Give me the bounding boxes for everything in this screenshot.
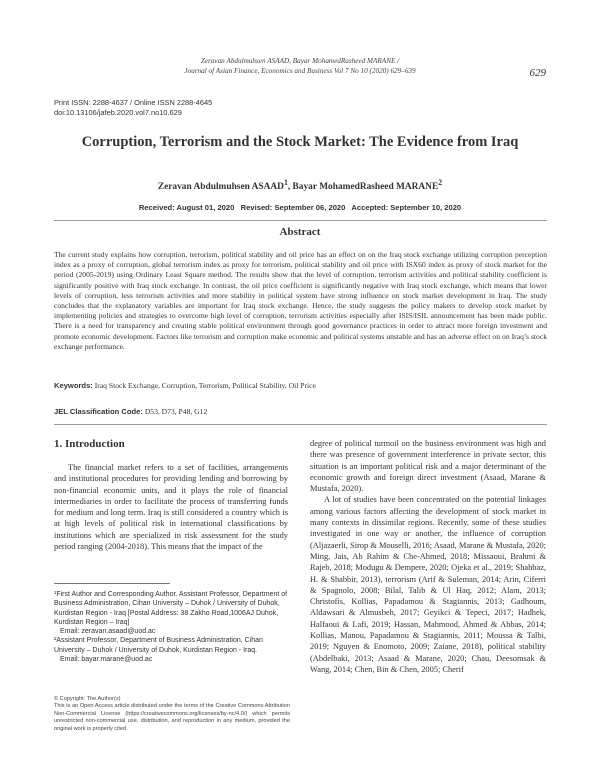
author-1: Zeravan Abdulmuhsen ASAAD xyxy=(157,182,284,193)
keywords-label: Keywords: xyxy=(54,381,93,390)
license-text: This is an Open Access article distributed under the terms of the Creative Commons Attribution Non-Commercial License (https://creativecommons.org/licenses/by-nc/4.0/) which permits unrestricted non-commercial use, distribution, and reproduction in any medium, provided the original work is properly cited. xyxy=(54,703,290,732)
running-head-authors: Zeravan Abdulmuhsen ASAAD, Bayar MohamedRasheed MARANE / xyxy=(200,57,400,65)
section-heading-introduction: 1. Introduction xyxy=(54,438,125,450)
copyright-line: © Copyright: The Author(s) xyxy=(54,696,121,702)
abstract-body: The current study explains how corruption, terrorism, political stability and oil price has an effect on on the Iraq stock exchange utilizing corruption perception index as a proxy of corruption, global terrorism index as proxy for terrorism, political stability and oil price with ISX60 index as proxy of stock market for the period (2005-2019) using Ordinary Least Square method. The results show that the level of corruption, terrorism activities and political stability coefficient is significantly positive with Iraq stock exchange. In contrast, the oil price coefficient is significantly negative with Iraq stock exchange, which means that lower levels of corruption, less terrorism activities and more stability in political system have strong influence on stock market development in Iraq. The study concludes that the explanatory variables are important for Iraq stock exchange. Hence, the study suggests the policy makers to develop stock market by implementing policies and strategies to overcome high level of corruption, terrorism activities especially after ISIS/ISIL announcement has been made public. There is a need for transparency and creating stable political environment through good governance practices in order to attract more foreign investment and promote economic development. Factors like terrorism and corruption make economic and political systems unstable and has an adverse effect on on Iraq’s stock exchange performance. xyxy=(54,250,547,351)
footnote-2-email: Email: bayar.marane@uod.ac xyxy=(60,656,153,664)
jel-codes: D53, D73, P48, G12 xyxy=(144,407,208,416)
author-line xyxy=(40,178,560,192)
intro-paragraph-2: A lot of studies have been concentrated on the potential linkages among various factors affecting the development of stock market in many contexts in dissimilar regions. Recently, some of these studies investigated in one way or another, the influence of corruption (Aljazaerli, Sirop & Mouselli, 2016; Asaad, Marane & Mustafa, 2020; Ming, Jais, Ab Rahim & Che-Ahmed, 2018; Missaoui, Brahmi & Rajeb, 2018; Modugu & Dempere, 2020; Ojeka et al., 2019; Shahbaz, H. & Shabbir, 2013), terrorism (Arif & Suleman, 2014; Arin, Ciferri & Spagnolo, 2008; Bilal, Talib & Ul Haq, 2012; Alam, 2013; Christofis, Kollias, Papadamou & Stagiannis, 2013; Gadhoum, Aldawsari & Almusbeh, 2017; Geyikci & Tepeci, 2017; Hadhek, Halfaoui & Lafi, 2019; Hassan, Mahmood, Ahmed & Abbas, 2014; Kollias, Manou, Papadamou & Stagiannis, 2011; Moussa & Talbi, 2019; Nguyen & Enomoto, 2009; Zaiane, 2018), political stability (Abdelbaki, 2013; Asaad & Marane, 2020; Chau, Deesomsak & Wang, 2014; Chen, Bin & Chen, 2005; Cherif xyxy=(310,495,546,674)
issn-block xyxy=(54,98,212,118)
footnote-rule xyxy=(54,583,170,584)
submission-dates: Received: August 01, 2020 Revised: September 06, 2020 Accepted: September 10, 2020 xyxy=(138,203,462,212)
author-2: Bayar MohamedRasheed MARANE xyxy=(292,182,439,193)
abstract-heading: Abstract xyxy=(279,226,321,238)
keywords-text: Iraq Stock Exchange, Corruption, Terrorism, Political Stability, Oil Price xyxy=(94,381,316,390)
footnote-1: ¹First Author and Corresponding Author. Assistant Professor, Department of Business Administration, Cihan University – Duhok / University of Duhok, Kurdistan Region - Iraq [Postal Address: 38 Zakho Road,1006AJ Duhok, Kurdistan Region – Iraq] xyxy=(54,591,288,626)
footnotes xyxy=(54,590,290,664)
footnote-2: ²Assistant Professor, Department of Business Administration, Cihan University – Duhok / University of Duhok, Kurdistan Region - Iraq. xyxy=(54,637,263,654)
article-title: Corruption, Terrorism and the Stock Market: The Evidence from Iraq xyxy=(81,134,519,150)
intro-paragraph-1: The financial market refers to a set of facilities, arrangements and institutional procedures for providing lending and borrowing by non-financial economic units, and it plays the role of financial intermediaries in order to facilitate the process of transferring funds for medium and long term. Iraq is still considered a country which is at high levels of political risk in international classifications by institutions which are specialized in risk assessment for the study period ranging (2004-2018). This means that the impact of the xyxy=(54,463,288,552)
author-2-affiliation-mark: 2 xyxy=(438,178,443,187)
left-column xyxy=(54,462,288,552)
right-column xyxy=(310,438,546,675)
abstract-top-rule xyxy=(54,220,547,221)
running-head-journal: Journal of Asian Finance, Economics and Business Vol 7 No 10 (2020) 629–639 xyxy=(184,67,416,75)
footnote-1-email: Email: zeravan.asaad@uod.ac xyxy=(60,628,156,636)
doi-line: doi:10.13106/jafeb.2020.vol7.no10.629 xyxy=(54,108,182,117)
keywords xyxy=(54,381,547,390)
page-number: 629 xyxy=(529,67,546,79)
jel-classification xyxy=(54,407,547,416)
body-top-rule xyxy=(54,424,547,425)
author-separator: , xyxy=(287,182,293,193)
author-1-affiliation-mark: 1 xyxy=(283,178,288,187)
copyright-notice xyxy=(54,696,290,733)
intro-paragraph-continued: degree of political turmoil on the business environment was high and there was presence of government interference in private sector, this situation is an important political risk and a major determinant of the economic growth and foreign direct investment (Asaad, Marane & Mustafa, 2020). xyxy=(310,439,546,494)
jel-label: JEL Classification Code: xyxy=(54,407,143,416)
issn-line: Print ISSN: 2288-4637 / Online ISSN 2288-4645 xyxy=(54,98,213,107)
running-head xyxy=(120,56,480,76)
